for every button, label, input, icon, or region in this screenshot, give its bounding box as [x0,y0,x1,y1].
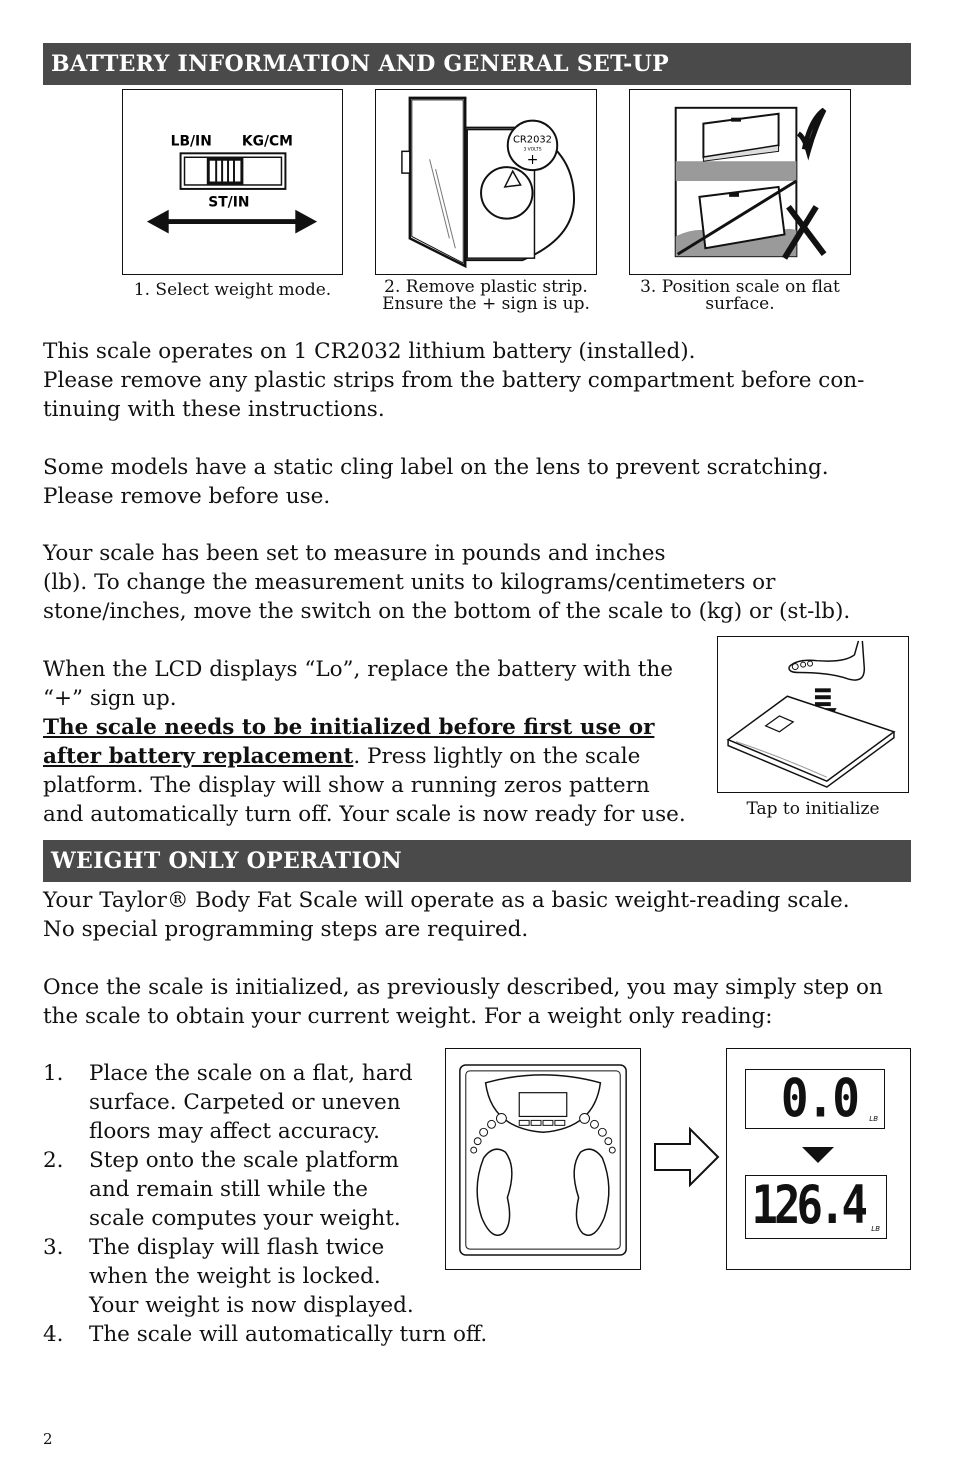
switch-label-stin: ST/IN [208,194,250,211]
switch-label-kgcm: KG/CM [241,133,293,150]
lcd-top [745,1066,885,1130]
paragraph-static-cling: Some models have a static cling label on the lens to prevent scratching. Please remove before use. [43,455,829,509]
caption-fig2 [372,279,600,313]
section-header-weight-only: WEIGHT ONLY OPERATION [43,840,911,882]
bold-initialize-warning-1: The scale needs to be initialized before first use or [43,715,655,740]
figure-flat-surface [629,89,851,275]
list-item: 2. Step onto the scale platform and remain still while the scale computes your weight. [43,1148,401,1231]
tap-illustration [718,637,908,792]
caption-fig2-line2: Ensure the + sign is up. [382,294,590,314]
paragraph-basic-scale: Your Taylor® Body Fat Scale will operate as a basic weight-reading scale. No special programming steps are required. [43,888,850,942]
lcd-top-reading: 0.0 [780,1066,858,1130]
triangle-down-icon [801,1146,835,1164]
figure-tap-to-initialize [717,636,909,793]
paragraph-initialize: When the LCD displays “Lo”, replace the battery with the “+” sign up. The scale needs to be initialized before first use or after battery replacement. Press lightly on the scale platform. The display will show a running zeros pattern and automatically turn off. Your scale is now ready for use. [43,657,686,827]
lcd-bottom [745,1175,887,1239]
switch-label-lbin: LB/IN [170,133,212,150]
caption-fig2-line1: 2. Remove plastic strip. [384,277,588,297]
caption-fig3 [626,279,854,313]
lcd-bottom-reading: 126.4 [751,1174,864,1236]
steps-list [43,1059,487,1349]
arrow-right-icon [652,1125,722,1189]
switch-illustration [123,90,342,274]
battery-volts-label: 3 VOLTS [523,147,542,153]
list-item: 4. The scale will automatically turn off. [43,1322,488,1347]
caption-fig4: Tap to initialize [746,799,880,819]
lcd-bottom-unit: LB [871,1225,880,1233]
page-number: 2 [43,1430,53,1448]
footprints-illustration [446,1049,640,1269]
battery-cr2032-label: CR2032 [513,134,552,146]
figure-battery-compartment [375,89,597,275]
paragraph-step-on: Once the scale is initialized, as previously described, you may simply step on the scale to obtain your current weight. For a weight only reading: [43,975,883,1029]
paragraph-battery-info: This scale operates on 1 CR2032 lithium battery (installed). Please remove any plastic strips from the battery compartment before con- tinuing with these instructions. [43,339,865,422]
section-header-battery: BATTERY INFORMATION AND GENERAL SET-UP [43,43,911,85]
bold-initialize-warning-2: after battery replacement [43,744,354,769]
figure-lcd-readings [726,1048,911,1270]
flat-surface-illustration [630,90,850,274]
caption-fig3-line2: surface. [705,294,775,314]
list-item: 1. Place the scale on a flat, hard surface. Carpeted or uneven floors may affect accuracy. [43,1061,413,1144]
battery-plus-sign: + [526,152,539,169]
caption-fig3-line1: 3. Position scale on flat [640,277,840,297]
caption-fig1: 1. Select weight mode. [133,280,332,300]
figure-scale-footprints [445,1048,641,1270]
lcd-top-unit: LB [869,1115,878,1123]
paragraph-units: Your scale has been set to measure in pounds and inches (lb). To change the measurement units to kilograms/centimeters or stone/inches, move the switch on the bottom of the scale to (kg) or (st-lb). [43,541,851,624]
figure-weight-mode-switch [122,89,343,275]
battery-illustration [376,90,596,274]
list-item: 3. The display will flash twice when the weight is locked. Your weight is now displayed. [43,1235,414,1318]
